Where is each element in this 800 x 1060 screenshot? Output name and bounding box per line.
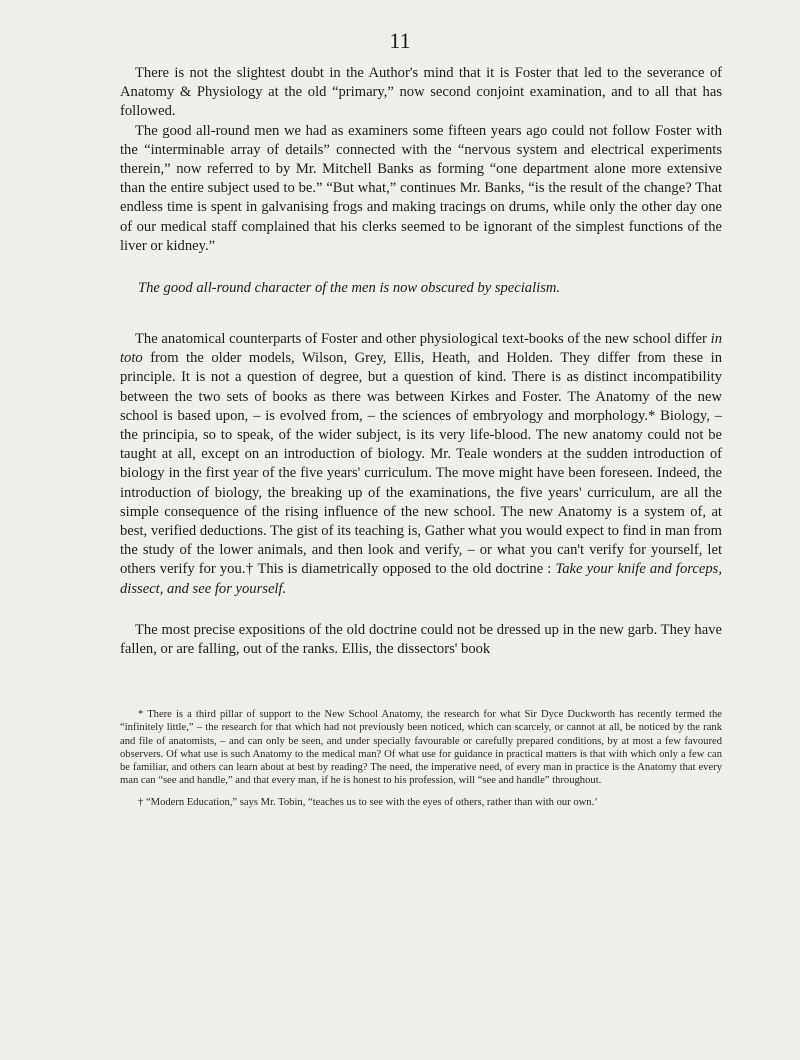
paragraph-text: The anatomical counterparts of Foster and other physiological text-books of the new school differ [135, 331, 711, 347]
page-number: 11 [389, 28, 411, 53]
footnote-dagger: † “Modern Education,” says Mr. Tobin, “teaches us to see with the eyes of others, rather than with our own.’ [138, 796, 598, 808]
paragraph: The good all-round men we had as examiners some fifteen years ago could not follow Foster with the “interminable array of details” connected with the “nervous system and electrical experiments therein,” now referred to by Mr. Mitchell Banks as forming “one department alone more extensive than the entire subject used to be.” “But what,” continues Mr. Banks, “is the result of the change? That endless time is spent in galvanising frogs and making tracings on drums, while only the other day one of our medical staff complained that his clerks seemed to be ignorant of the simplest functions of the liver or kidney.” [120, 122, 722, 254]
footnotes [120, 708, 722, 809]
section-subheading: The good all-round character of the men is now obscured by specialism. [138, 280, 561, 296]
opening-text-block [120, 64, 722, 256]
paragraph: The most precise expositions of the old doctrine could not be dressed up in the new garb. They have fallen, or are falling, out of the ranks. Ellis, the dissectors' book [120, 622, 722, 658]
main-text-block [120, 330, 722, 599]
closing-text-block [120, 621, 722, 659]
paragraph [120, 330, 722, 599]
italic-phrase: in toto [120, 331, 722, 367]
paragraph-text: from the older models, Wilson, Grey, Ellis, Heath, and Holden. They differ from these in principle. It is not a question of degree, but a question of kind. There is as distinct incompatibility between the two sets of books as there was between Kirkes and Foster. The Anatomy of the new school is based upon, – is evolved from, – the sciences of embryology and morphology.* Biology, – the principia, so to speak, of the wider subject, is its very life-blood. The new anatomy could not be taught at all, except on an introduction of biology. Mr. Teale wonders at the sudden introduction of biology in the first year of the five years' curriculum. The move might have been foreseen. Indeed, the introduction of biology, the breaking up of the examinations, the five years' curriculum, are all the simple consequence of the rising influence of the new school. The new Anatomy is a system of, at best, verified deductions. The gist of its teaching is, Gather what you would expect to find in man from the study of the lower animals, and then look and verify, – or what you can't verify for yourself, let others verify for you.† This is diametrically opposed to the old doctrine : [120, 350, 722, 578]
paragraph: There is not the slightest doubt in the Author's mind that it is Foster that led to the severance of Anatomy & Physiology at the old “primary,” now second conjoint examination, and to all that has followed. [120, 65, 722, 120]
italic-phrase: Take your knife and forceps, dissect, and see for yourself. [120, 561, 722, 597]
footnote-asterisk: * There is a third pillar of support to the New School Anatomy, the research for what Sir Dyce Duckworth has recently termed the “infinitely little,” – the research for that which had not previously been noticed, which can scarcely, or cannot at all, be noticed by the rank and file of anatomists, – and can only be seen, and under specially favourable or carefully prepared conditions, by at most a few favoured observers. Of what use is such Anatomy to the medical man? Of what use for guidance in practical matters is that with which only a few can be familiar, and others can learn about at best by reading? The need, the imperative need, of every man in practice is the Anatomy that every man can “see and handle,” and that every man, if he is honest to his profession, will “see and handle” throughout. [120, 709, 722, 787]
